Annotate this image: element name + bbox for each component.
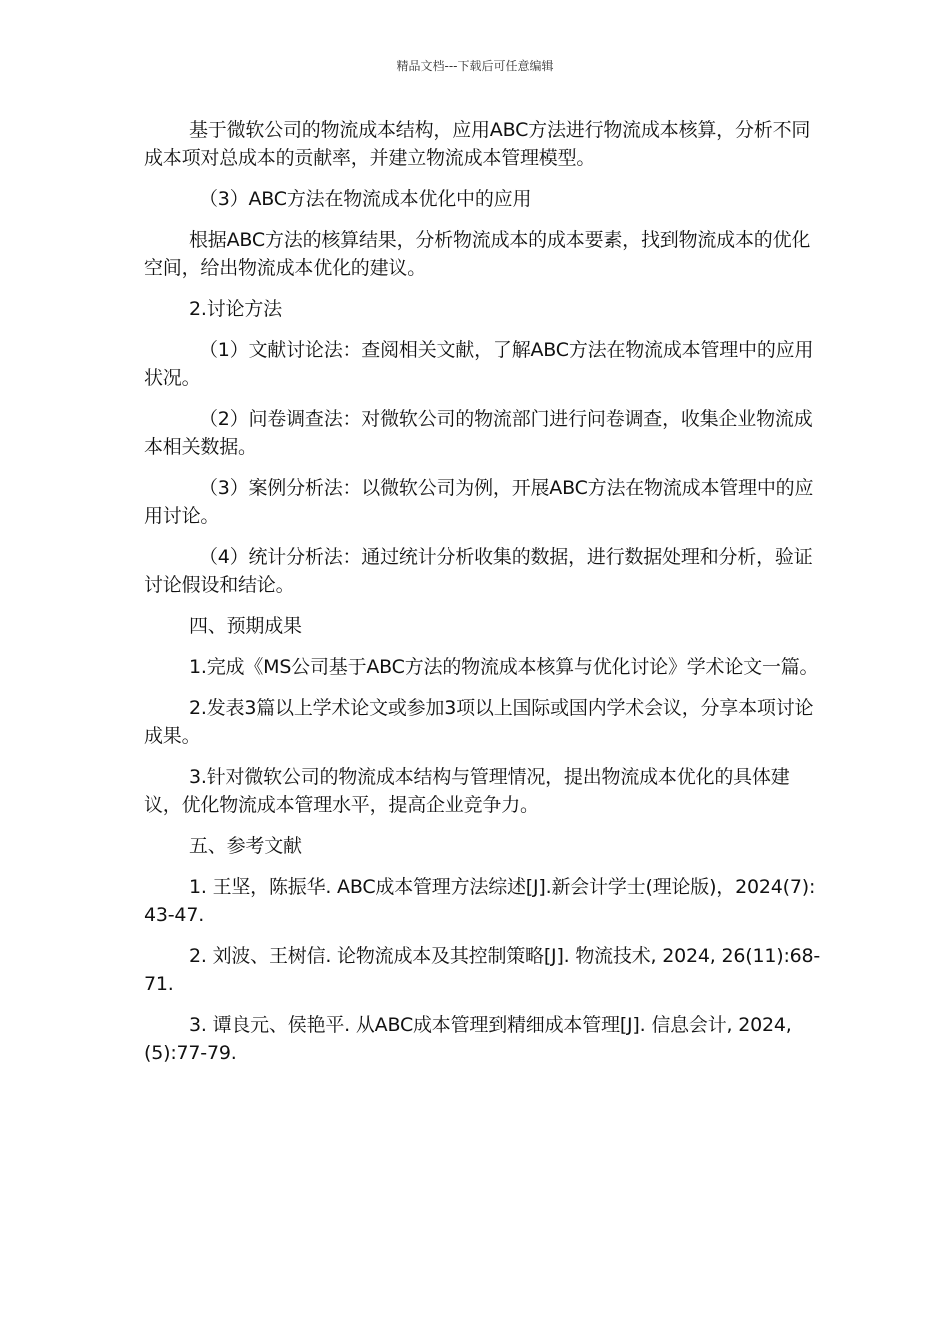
paragraph: 基于微软公司的物流成本结构，应用ABC方法进行物流成本核算，分析不同成本项对总成本的贡献率，并建立物流成本管理模型。 (144, 119, 811, 169)
section-heading: 五、参考文献 (189, 835, 302, 857)
list-item: （3）案例分析法：以微软公司为例，开展ABC方法在物流成本管理中的应用讨论。 (144, 477, 814, 527)
list-item: 3.针对微软公司的物流成本结构与管理情况，提出物流成本优化的具体建议，优化物流成本管理水平，提高企业竞争力。 (144, 766, 790, 816)
paragraph: 根据ABC方法的核算结果，分析物流成本的成本要素，找到物流成本的优化空间，给出物流成本优化的建议。 (144, 229, 811, 279)
list-item: 1.完成《MS公司基于ABC方法的物流成本核算与优化讨论》学术论文一篇。 (189, 656, 819, 678)
list-item: （4）统计分析法：通过统计分析收集的数据，进行数据处理和分析，验证讨论假设和结论。 (144, 546, 813, 596)
list-item: （2）问卷调查法：对微软公司的物流部门进行问卷调查，收集企业物流成本相关数据。 (144, 408, 813, 458)
reference-item: 1. 王坚，陈振华. ABC成本管理方法综述[J].新会计学士(理论版)，2024(7):43-47. (144, 876, 816, 926)
list-item: 2.发表3篇以上学术论文或参加3项以上国际或国内学术会议，分享本项讨论成果。 (144, 697, 814, 747)
page-header: 精品文档---下载后可任意编辑 (396, 59, 554, 73)
section-heading: 2.讨论方法 (189, 298, 282, 320)
list-item: （1）文献讨论法：查阅相关文献，了解ABC方法在物流成本管理中的应用状况。 (144, 339, 814, 389)
reference-item: 2. 刘波、王树信. 论物流成本及其控制策略[J]. 物流技术, 2024, 26(11):68-71. (144, 945, 821, 995)
document-body (144, 116, 824, 1080)
section-heading: 四、预期成果 (189, 615, 302, 637)
subsection-heading: （3）ABC方法在物流成本优化中的应用 (199, 188, 532, 210)
reference-item: 3. 谭良元、侯艳平. 从ABC成本管理到精细成本管理[J]. 信息会计, 2024, (5):77-79. (144, 1014, 792, 1064)
